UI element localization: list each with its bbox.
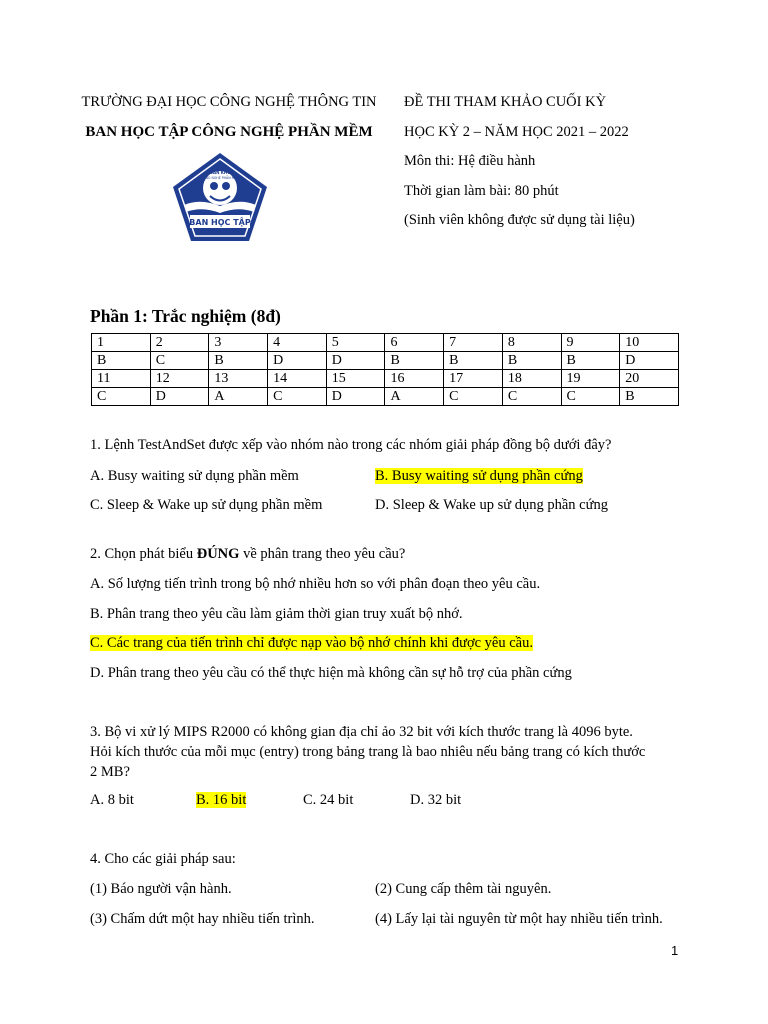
answer-table-cell: B xyxy=(92,352,151,370)
answer-table-cell: 6 xyxy=(385,334,444,352)
answer-table-cell: 16 xyxy=(385,370,444,388)
question-2-text xyxy=(90,544,405,564)
question-4-text: 4. Cho các giải pháp sau: xyxy=(90,851,236,867)
q3-option-a: A. 8 bit xyxy=(90,792,134,808)
answer-table-cell: 20 xyxy=(620,370,679,388)
q2-text-bold: ĐÚNG xyxy=(196,546,240,562)
answer-table-cell: 4 xyxy=(268,334,327,352)
q2-option-c-highlight: C. Các trang của tiến trình chỉ được nạp vào bộ nhớ chính khi được yêu cầu. xyxy=(90,635,533,651)
section-title: Phần 1: Trắc nghiệm (8đ) xyxy=(90,306,281,326)
answer-table-cell: B xyxy=(502,352,561,370)
q2-option-b: B. Phân trang theo yêu cầu làm giảm thời gian truy xuất bộ nhớ. xyxy=(90,606,463,622)
q2-option-a: A. Số lượng tiến trình trong bộ nhớ nhiều hơn so với phân đoạn theo yêu cầu. xyxy=(90,576,541,592)
logo-text-mid: CÔNG NGHỆ PHẦN MỀM xyxy=(200,176,240,180)
page-number: 1 xyxy=(671,943,679,958)
q4-solution-3: (3) Chấm dứt một hay nhiều tiến trình. xyxy=(90,911,315,927)
answer-table-row xyxy=(92,370,679,388)
q1-option-d: D. Sleep & Wake up sử dụng phần cứng xyxy=(375,497,608,513)
answer-table-cell: D xyxy=(326,352,385,370)
answer-table-cell: 5 xyxy=(326,334,385,352)
answer-table-cell: C xyxy=(502,388,561,406)
logo-text-bottom: BAN HỌC TẬP xyxy=(189,218,251,227)
answer-table-cell: C xyxy=(444,388,503,406)
answer-table-row xyxy=(92,334,679,352)
header-right xyxy=(404,92,744,240)
q3-option-b-highlight: B. 16 bit xyxy=(196,792,247,808)
answer-table-cell: D xyxy=(326,388,385,406)
subject: Môn thi: Hệ điều hành xyxy=(404,153,536,169)
answer-table-cell: 9 xyxy=(561,334,620,352)
department-name: BAN HỌC TẬP CÔNG NGHỆ PHẦN MỀM xyxy=(85,124,373,140)
answer-table-cell: 2 xyxy=(150,334,209,352)
q1-option-b-highlight: B. Busy waiting sử dụng phần cứng xyxy=(375,468,583,484)
q4-solution-4: (4) Lấy lại tài nguyên từ một hay nhiều tiến trình. xyxy=(375,911,663,927)
answer-table-cell: D xyxy=(150,388,209,406)
answer-table-cell: C xyxy=(561,388,620,406)
ban-hoc-tap-logo xyxy=(170,150,270,244)
q3-option-d: D. 32 bit xyxy=(410,792,462,808)
answer-table-cell: 18 xyxy=(502,370,561,388)
question-1-text: 1. Lệnh TestAndSet được xếp vào nhóm nào trong các nhóm giải pháp đồng bộ dưới đây? xyxy=(90,437,612,453)
answer-table-cell: 14 xyxy=(268,370,327,388)
answer-table-cell: 10 xyxy=(620,334,679,352)
q4-solution-1: (1) Báo người vận hành. xyxy=(90,881,232,897)
answer-table-cell: B xyxy=(385,352,444,370)
answer-table-row xyxy=(92,352,679,370)
duration: Thời gian làm bài: 80 phút xyxy=(404,182,559,199)
answer-table-cell: B xyxy=(561,352,620,370)
answer-table-cell: B xyxy=(209,352,268,370)
q3-text-line1: 3. Bộ vi xử lý MIPS R2000 có không gian địa chỉ ảo 32 bit với kích thước trang là 4096 byte. xyxy=(90,724,633,740)
q4-solution-2: (2) Cung cấp thêm tài nguyên. xyxy=(375,881,552,897)
answer-table-cell: C xyxy=(150,352,209,370)
answer-table-cell: 8 xyxy=(502,334,561,352)
answer-table-cell: 7 xyxy=(444,334,503,352)
answer-table-cell: 11 xyxy=(92,370,151,388)
semester: HỌC KỲ 2 – NĂM HỌC 2021 – 2022 xyxy=(404,123,629,140)
answer-table-cell: 12 xyxy=(150,370,209,388)
q2-option-c xyxy=(90,633,533,653)
answer-table xyxy=(91,333,679,406)
school-name: TRƯỜNG ĐẠI HỌC CÔNG NGHỆ THÔNG TIN xyxy=(81,94,377,110)
answer-table-cell: D xyxy=(268,352,327,370)
logo-text-top: ĐOÀN KHOA xyxy=(206,170,234,175)
answer-table-cell: 13 xyxy=(209,370,268,388)
answer-table-cell: 3 xyxy=(209,334,268,352)
q1-option-a: A. Busy waiting sử dụng phần mềm xyxy=(90,468,299,484)
answer-table-cell: 19 xyxy=(561,370,620,388)
q2-text-after: về phân trang theo yêu cầu? xyxy=(239,546,406,562)
q3-option-c: C. 24 bit xyxy=(303,792,354,808)
q3-text-line2: Hỏi kích thước của mỗi mục (entry) trong bảng trang là bao nhiêu nếu bảng trang có kích thước xyxy=(90,744,646,760)
q1-option-b xyxy=(375,466,583,486)
q1-option-c: C. Sleep & Wake up sử dụng phần mềm xyxy=(90,497,323,513)
answer-table-cell: B xyxy=(620,388,679,406)
answer-table-row xyxy=(92,388,679,406)
q3-text-line3: 2 MB? xyxy=(90,764,130,780)
q2-text-before: 2. Chọn phát biểu xyxy=(90,546,197,562)
header-left xyxy=(70,92,388,142)
answer-table-cell: A xyxy=(385,388,444,406)
q2-option-d: D. Phân trang theo yêu cầu có thể thực hiện mà không cần sự hỗ trợ của phần cứng xyxy=(90,665,572,681)
answer-table-cell: 1 xyxy=(92,334,151,352)
note: (Sinh viên không được sử dụng tài liệu) xyxy=(404,212,635,228)
answer-table-cell: C xyxy=(268,388,327,406)
answer-table-cell: A xyxy=(209,388,268,406)
answer-table-cell: 17 xyxy=(444,370,503,388)
exam-title: ĐỀ THI THAM KHẢO CUỐI KỲ xyxy=(404,94,607,110)
answer-table-cell: 15 xyxy=(326,370,385,388)
answer-table-cell: B xyxy=(444,352,503,370)
answer-table-cell: C xyxy=(92,388,151,406)
answer-table-cell: D xyxy=(620,352,679,370)
q3-option-b xyxy=(196,790,246,810)
